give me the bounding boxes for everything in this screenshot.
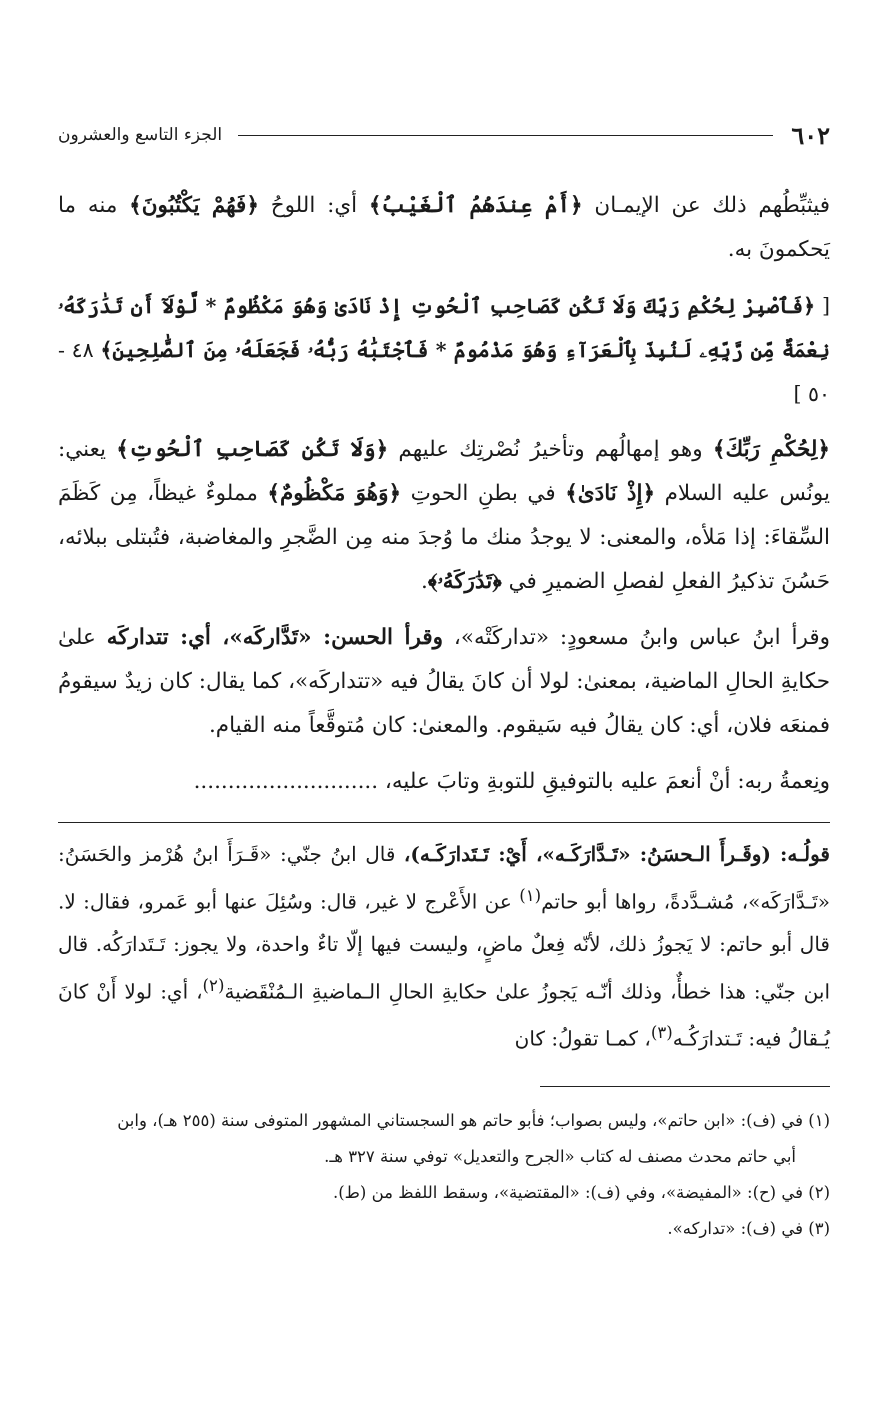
commentary-section xyxy=(58,833,830,1060)
footnotes xyxy=(58,1103,830,1247)
footnote-3: (٣) في (ف): «تداركه». xyxy=(667,1218,830,1238)
footnote-1-continuation: أبي حاتم محدث مصنف له كتاب «الجرح والتعديل» توفي سنة ٣٢٧ هـ. xyxy=(324,1146,796,1166)
quran-quote: ﴿إِذْ نَادَىٰ﴾ xyxy=(565,481,656,506)
running-header xyxy=(58,118,830,152)
quran-quote: ﴿أَمْ عِندَهُمُ ٱلْغَيْبُ﴾ xyxy=(368,193,583,218)
quran-quote: ﴿فَهُمْ يَكْتُبُونَ﴾ xyxy=(129,193,259,218)
text-run: فيثبِّطُهم ذلك عن الإيمـان xyxy=(582,193,830,218)
text-run: ، أي: لولا أَنْ كانَ يُـقالُ فيه: تَـتدارَكُـه xyxy=(58,979,830,1051)
paragraph-3 xyxy=(58,428,830,604)
commentary-lead: قولُـه: (وقَـرأَ الـحسَنُ: «تَـدَّارَكَـه»، أَيْ: تَـتَدارَكَـه)، xyxy=(403,842,830,866)
text-run: منه ما يَحكمونَ به. xyxy=(58,193,830,262)
quran-quote: ﴿تَدَٰرَكَهُۥ﴾ xyxy=(427,569,502,594)
footnote-marker: (٣) xyxy=(650,1023,673,1043)
verse-block xyxy=(58,284,830,416)
quran-quote: ﴿وَهُوَ مَكْظُومٌ﴾ xyxy=(267,481,402,506)
section-divider xyxy=(58,822,830,823)
running-title: الجزء التاسع والعشرون xyxy=(58,125,223,145)
text-run: قال ابنُ جنّي: «قَـرَأَ ابنُ هُرْمز والحَسَنُ: «تَـدَّارَكَه»، مُشـدَّدةً، رواها أبو حاتم xyxy=(58,842,831,914)
text-run: يعني: يونُس عليه السلام xyxy=(58,437,831,506)
paragraph-1 xyxy=(58,184,830,272)
quran-quote: ﴿وَلَا تَكُن كَصَاحِبِ ٱلْحُوتِ﴾ xyxy=(116,437,389,462)
header-rule xyxy=(238,135,773,136)
text-run: علىٰ حكايةِ الحالِ الماضية، بمعنىٰ: لولا أن كانَ يقالُ فيه «تتداركَه»، كما يقال: كان زيدٌ سيقومُ فمنعَه فلان، أي: كان يقالُ فيه سَيقوم. والمعنىٰ: كان مُتوقَّعاً منه القيام. xyxy=(58,625,830,738)
footnote-2: (٢) في (ح): «المفيضة»، وفي (ف): «المقتضية»، وسقط اللفظ من (ط). xyxy=(332,1182,830,1202)
footnote-divider xyxy=(540,1086,830,1087)
text-run: ونِعمةُ ربه: أنْ أنعمَ عليه بالتوفيقِ للتوبةِ وتابَ عليه، xyxy=(384,769,830,794)
text-run: وقرأ ابنُ عباس وابنُ مسعودٍ: «تداركَتْه»، xyxy=(443,625,831,650)
text-run: أي: اللوحُ xyxy=(258,193,369,218)
paragraph-4 xyxy=(58,616,830,748)
verse-reference: ٤٨ - ٥٠ ] xyxy=(58,338,830,406)
footnote-marker: (١) xyxy=(519,886,542,905)
text-run: مملوءٌ غيظاً، مِن كَظَمَ السِّقاءَ: إذا مَلأه، والمعنى: لا يوجدُ منك ما وُجدَ منه مِن الضَّجرِ والمغاضبة، فتُبتلى ببلائه، حَسُنَ تذكيرُ الفعلِ لفصلِ الضميرِ في xyxy=(58,481,830,594)
text-run: . xyxy=(421,569,428,594)
footnote-1: (١) في (ف): «ابن حاتم»، وليس بصواب؛ فأبو حاتم هو السجستاني المشهور المتوفى سنة (٢٥٥ هـ)، وابن xyxy=(117,1110,830,1130)
commentary-paragraph xyxy=(58,833,830,1060)
text-run: وهو إمهالُهم وتأخيرُ نُصْرتِك عليهم xyxy=(388,437,713,462)
verse-bracket-open: [ xyxy=(815,294,830,318)
paragraph-5 xyxy=(58,760,830,804)
quran-quote: ﴿لِحُكْمِ رَبِّكَ﴾ xyxy=(712,437,831,462)
text-run: ، كمـا تقولُ: كان xyxy=(514,1026,651,1051)
highlighted-reading: وقرأ الحسن: «تَدَّاركَه»، أي: تتداركَه xyxy=(106,625,444,650)
book-page xyxy=(58,118,830,1247)
main-text xyxy=(58,184,830,804)
footnote-marker: (٢) xyxy=(202,975,225,995)
continuation-dots: ........................... xyxy=(193,769,385,794)
text-run: في بطنِ الحوتِ xyxy=(401,481,566,506)
text-run: عن الأَعْرج لا غير، قال: وسُئِلَ عنها أبو عَمرو، فقال: لا. قال أبو حاتم: لا يَجوزُ ذلك، لأنّه فِعلٌ ماضٍ، وليست فيها إلّا تاءٌ واحدة، ولا يجوز: تَـتَدارَكُه. قال ابن جنّي: هذا خطأٌ، وذلك أنّـه يَجوزُ علىٰ حكايةِ الحالِ الـماضيةِ الـمُنْقَضية xyxy=(58,889,831,1004)
page-number: ٦٠٢ xyxy=(791,120,830,150)
quran-verse: ﴿فَٱصْبِرْ لِحُكْمِ رَبِّكَ وَلَا تَكُن كَصَاحِبِ ٱلْحُوتِ إِذْ نَادَىٰ وَهُوَ مَكْظُومٌ * لَّوْلَآ أَن تَدَٰرَكَهُۥ نِعْمَةٌ مِّن رَّبِّهِۦ لَنُبِذَ بِٱلْعَرَآءِ وَهُوَ مَذْمُومٌ * فَٱجْتَبَٰهُ رَبُّهُۥ فَجَعَلَهُۥ مِنَ ٱلصَّٰلِحِينَ﴾ xyxy=(58,294,830,362)
